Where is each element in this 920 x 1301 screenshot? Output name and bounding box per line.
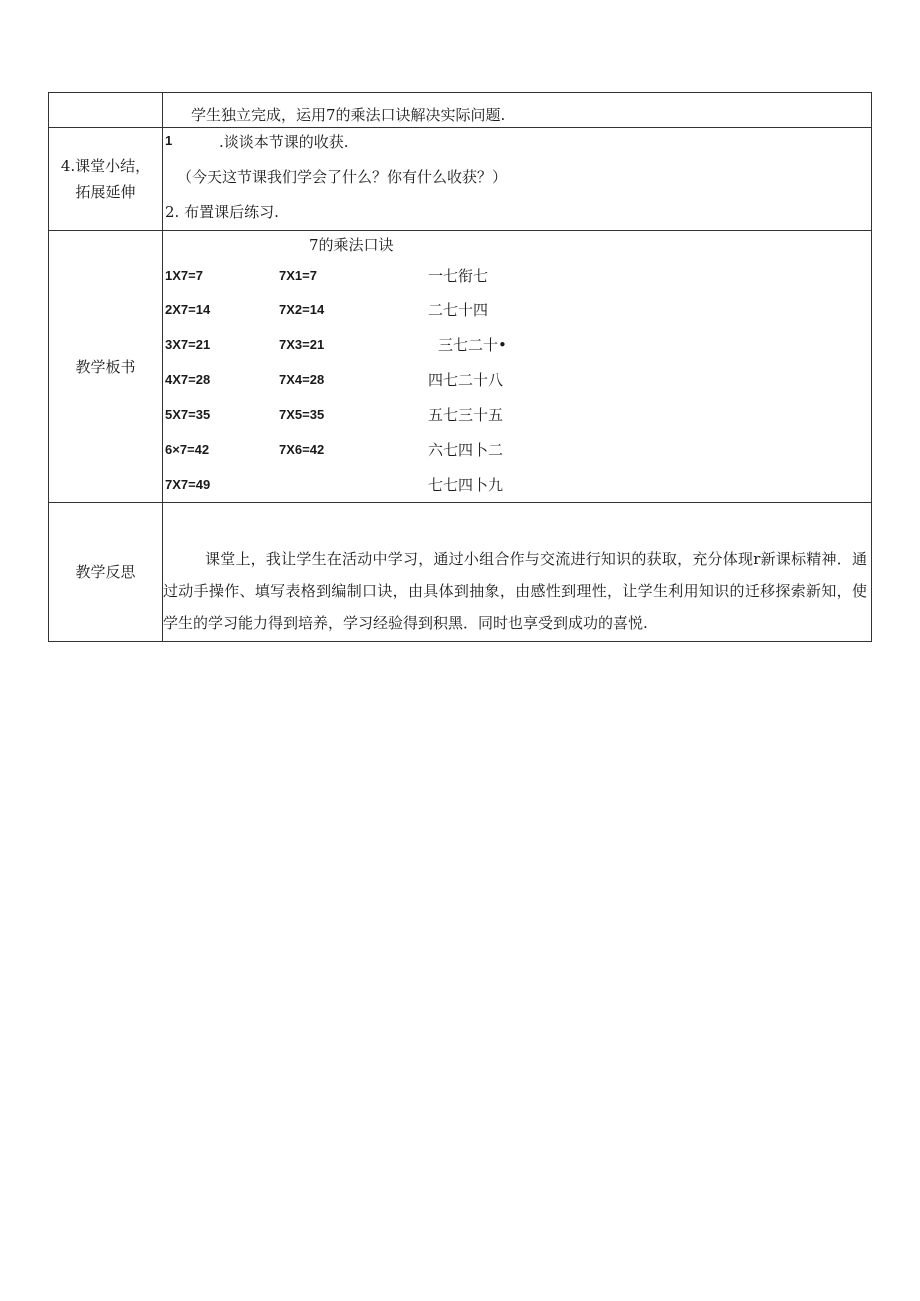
rhyme: 四七二十八 (428, 371, 504, 389)
rhyme: 七七四卜九 (428, 476, 504, 494)
summary-item1-text: .谈谈本节课的收获. (219, 133, 349, 151)
row2-label-line2: 拓展延伸 (75, 183, 136, 201)
summary-item1-number: 1 (165, 133, 173, 148)
rhyme: 二七十四 (428, 301, 489, 319)
formula-right: 7X3=21 (279, 337, 325, 352)
formula-left: 5X7=35 (165, 407, 211, 422)
rhyme: 五七三十五 (428, 406, 504, 424)
formula-left: 2X7=14 (165, 302, 211, 317)
formula-right: 7X2=14 (279, 302, 325, 317)
row2-label-cell (49, 128, 163, 230)
row1-label-cell (49, 93, 163, 127)
formula-left: 4X7=28 (165, 372, 211, 387)
row-independent-practice (49, 93, 871, 128)
formula-right: 7X4=28 (279, 372, 325, 387)
row3-label: 教学板书 (75, 357, 136, 376)
formula-right: 7X1=7 (279, 268, 317, 283)
row4-content-cell (163, 503, 871, 641)
row-blackboard (49, 231, 871, 503)
rhyme: 一七衔七 (428, 267, 489, 285)
formula-left: 1X7=7 (165, 268, 203, 283)
summary-question: （今天这节课我们学会了什么？你有什么收获？） (177, 168, 508, 186)
lesson-plan-table (48, 92, 872, 642)
row3-label-cell (49, 231, 163, 502)
formula-right: 7X6=42 (279, 442, 325, 457)
rhyme: 三七二十• (438, 336, 507, 354)
row-summary (49, 128, 871, 231)
row4-label-cell (49, 503, 163, 641)
formula-right: 7X5=35 (279, 407, 325, 422)
row-reflection (49, 503, 871, 641)
row2-label-line1: 4.课堂小结， (60, 157, 151, 175)
row2-content-cell (163, 128, 871, 230)
rhyme: 六七四卜二 (428, 441, 504, 459)
board-title: 7的乘法口诀 (309, 236, 394, 254)
formula-left: 6×7=42 (165, 442, 210, 457)
row1-content-cell (163, 93, 871, 127)
summary-item2: 2. 布置课后练习. (165, 203, 279, 221)
row4-label: 教学反思 (75, 563, 136, 581)
row3-content-cell (163, 231, 871, 502)
formula-left: 3X7=21 (165, 337, 211, 352)
formula-left: 7X7=49 (165, 477, 211, 492)
reflection-text: 课堂上，我让学生在活动中学习，通过小组合作与交流进行知识的获取，充分体现r新课标精神．通过动手操作、填写表格到编制口诀，由具体到抽象，由感性到理性，让学生利用知识的迁移探索新知，使学生的学习能力得到培养，学习经验得到积黑．同时也享受到成功的喜悦. (163, 550, 867, 632)
row1-text: 学生独立完成，运用7的乘法口诀解决实际问题. (191, 106, 506, 124)
